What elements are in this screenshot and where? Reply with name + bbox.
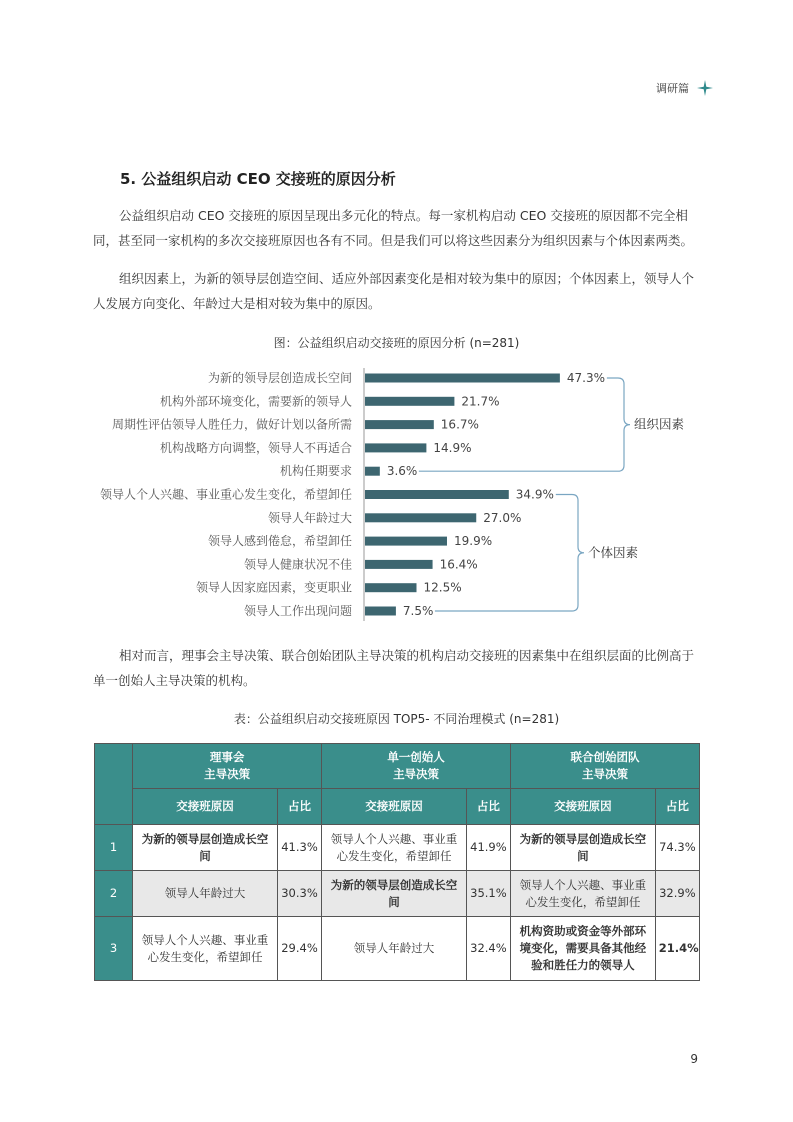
share-cell: 41.3%	[277, 825, 321, 871]
figure-caption: 图：公益组织启动交接班的原因分析 (n=281)	[273, 336, 520, 350]
group-header-line1: 理事会	[209, 750, 245, 764]
share-cell: 74.3%	[655, 825, 699, 871]
reason-cell: 机构资助或资金等外部环境变化，需要具备其他经验和胜任力的领导人	[511, 917, 656, 981]
rank-cell: 1	[95, 825, 133, 871]
group-header-line1: 联合创始团队	[570, 750, 640, 764]
reason-cell: 为新的领导层创造成长空间	[133, 825, 278, 871]
category-label: 领导人年龄过大	[267, 510, 352, 525]
bar	[365, 537, 447, 546]
share-cell: 30.3%	[277, 871, 321, 917]
subheader-reason: 交接班原因	[133, 789, 278, 825]
table-group-header-row	[95, 744, 700, 789]
table-subheader-row	[95, 789, 700, 825]
bar	[365, 420, 434, 429]
table-caption: 表：公益组织启动交接班原因 TOP5- 不同治理模式 (n=281)	[233, 712, 560, 726]
value-label: 16.7%	[440, 417, 479, 432]
paragraph-governance: 相对而言，理事会主导决策、联合创始团队主导决策的机构启动交接班的因素集中在组织层面的比例高于单一创始人主导决策的机构。	[93, 648, 695, 688]
share-cell: 21.4%	[655, 917, 699, 981]
reasons-bar-chart	[0, 360, 793, 630]
share-cell: 32.9%	[655, 871, 699, 917]
value-label: 7.5%	[402, 604, 434, 618]
section-title: 5. 公益组织启动 CEO 交接班的原因分析	[120, 170, 396, 188]
bar	[365, 443, 426, 452]
bar	[365, 467, 380, 476]
rank-cell: 2	[95, 871, 133, 917]
value-label: 12.5%	[423, 580, 462, 595]
reason-cell: 领导人个人兴趣、事业重心发生变化，希望卸任	[511, 871, 656, 917]
reason-cell: 领导人个人兴趣、事业重心发生变化，希望卸任	[322, 825, 467, 871]
table-row	[95, 871, 700, 917]
bar	[365, 607, 396, 616]
category-label: 周期性评估领导人胜任力，做好计划以备所需	[111, 417, 352, 432]
subheader-share: 占比	[277, 789, 321, 825]
value-label: 47.3%	[566, 371, 606, 385]
reason-cell: 领导人年龄过大	[133, 871, 278, 917]
share-cell: 32.4%	[466, 917, 510, 981]
value-label: 19.9%	[453, 534, 493, 549]
category-label: 机构外部环境变化，需要新的领导人	[159, 394, 352, 409]
paragraph-intro: 公益组织启动 CEO 交接班的原因呈现出多元化的特点。每一家机构启动 CEO 交接班的原因都不完全相同，甚至同一家机构的多次交接班原因也各有不同。但是我们可以将这些因素分为组织因素与个体因素两类。	[93, 208, 694, 248]
group-header-line2: 主导决策	[393, 767, 440, 781]
bar	[365, 397, 454, 406]
category-label: 领导人健康状况不佳	[243, 557, 352, 572]
group-label: 组织因素	[634, 416, 685, 432]
group-header-single-founder	[322, 744, 511, 789]
value-label: 3.6%	[386, 464, 418, 479]
group-header-line2: 主导决策	[204, 767, 251, 781]
value-label: 34.9%	[515, 487, 554, 502]
subheader-share: 占比	[655, 789, 699, 825]
share-cell: 41.9%	[466, 825, 510, 871]
rank-cell: 3	[95, 917, 133, 981]
value-label: 27.0%	[483, 510, 522, 525]
group-header-line2: 主导决策	[582, 767, 629, 781]
reason-cell: 领导人个人兴趣、事业重心发生变化，希望卸任	[133, 917, 278, 981]
bar	[365, 513, 476, 522]
value-label: 21.7%	[461, 394, 500, 409]
category-label: 领导人感到倦怠，希望卸任	[207, 534, 352, 549]
share-cell: 29.4%	[277, 917, 321, 981]
category-label: 领导人工作出现问题	[243, 604, 352, 618]
category-label: 机构任期要求	[279, 464, 352, 479]
group-header-line1: 单一创始人	[387, 750, 445, 764]
paragraph-factors: 组织因素上，为新的领导层创造空间、适应外部因素变化是相对较为集中的原因；个体因素上，领导人个人发展方向变化、年龄过大是相对较为集中的原因。	[93, 271, 695, 311]
header-label: 调研篇	[656, 82, 689, 95]
sparkle-icon	[697, 80, 713, 96]
bar	[365, 583, 417, 592]
share-cell: 35.1%	[466, 871, 510, 917]
bar	[365, 490, 509, 499]
table-row	[95, 917, 700, 981]
running-header	[656, 80, 713, 96]
page-number: 9	[690, 1052, 698, 1066]
subheader-reason: 交接班原因	[322, 789, 467, 825]
value-label: 14.9%	[433, 440, 472, 455]
group-header-cofounders	[511, 744, 700, 789]
subheader-reason: 交接班原因	[511, 789, 656, 825]
bar	[365, 374, 560, 383]
group-header-board	[133, 744, 322, 789]
category-label: 领导人因家庭因素，变更职业	[195, 580, 352, 595]
reason-cell: 领导人年龄过大	[322, 917, 467, 981]
subheader-share: 占比	[466, 789, 510, 825]
category-label: 为新的领导层创造成长空间	[207, 371, 352, 385]
bar	[365, 560, 433, 569]
category-label: 机构战略方向调整，领导人不再适合	[159, 440, 352, 455]
category-label: 领导人个人兴趣、事业重心发生变化，希望卸任	[99, 487, 352, 502]
reason-cell: 为新的领导层创造成长空间	[322, 871, 467, 917]
group-label: 个体因素	[588, 544, 639, 560]
rank-header-cell	[95, 744, 133, 825]
reason-cell: 为新的领导层创造成长空间	[511, 825, 656, 871]
governance-table	[94, 743, 700, 981]
value-label: 16.4%	[439, 557, 478, 572]
table-row	[95, 825, 700, 871]
